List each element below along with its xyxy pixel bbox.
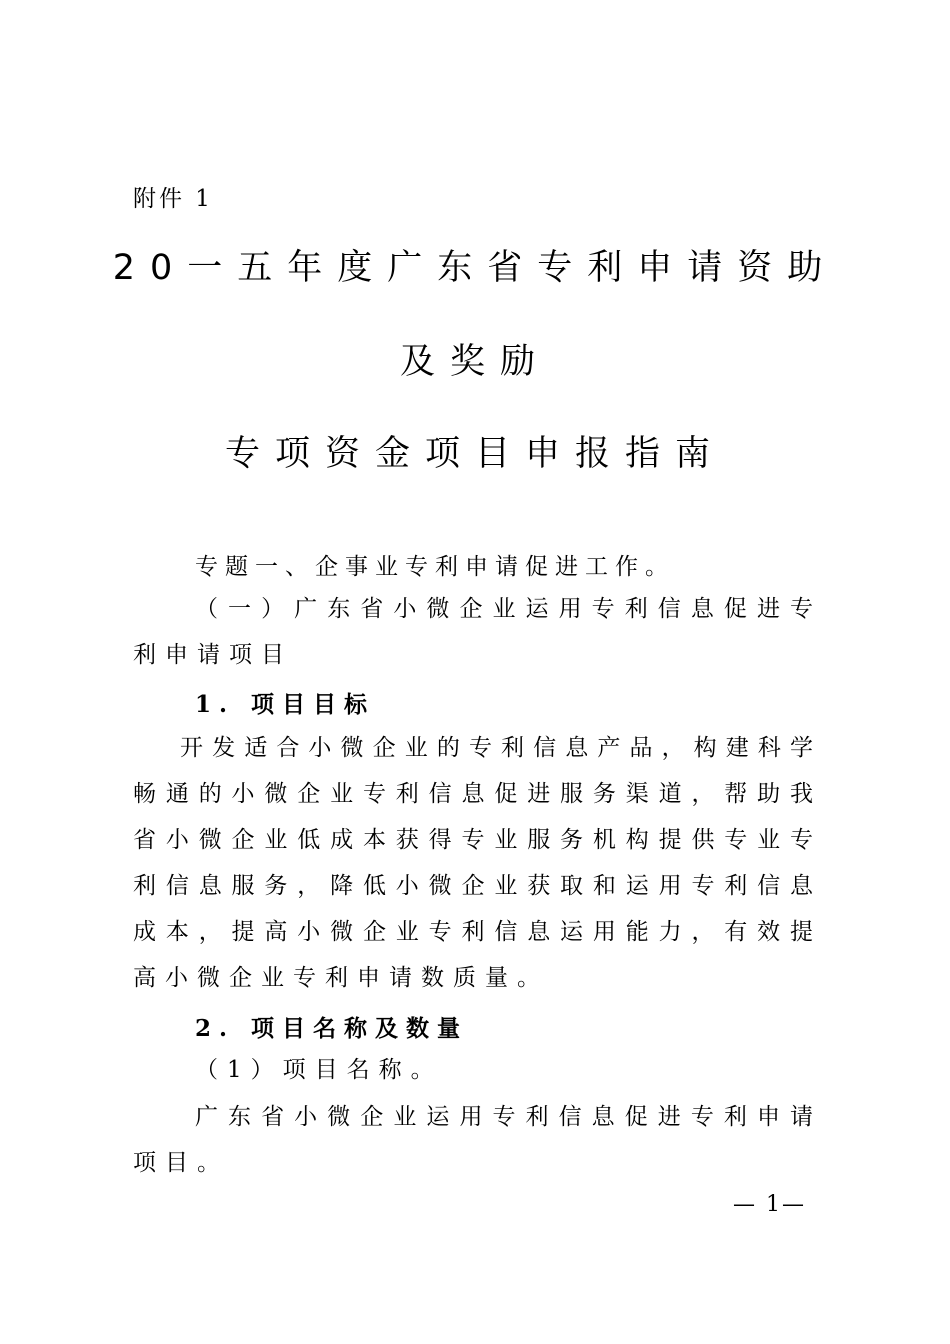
paragraph-line: 省小微企业低成本获得专业服务机构提供专业专 [133,827,813,853]
paragraph-line: 利信息服务，降低小微企业获取和运用专利信息 [133,873,813,899]
paragraph-line: 高小微企业专利申请数质量。 [133,965,549,991]
subsection-heading-line-1: （一）广东省小微企业运用专利信息促进专 [195,596,813,622]
attachment-label: 附件 1 [133,186,213,212]
section-heading: 专题一、企事业专利申请促进工作。 [195,554,675,580]
paragraph-line: 开发适合小微企业的专利信息产品，构建科学 [180,735,813,761]
document-title-line-1: 20一五年度广东省专利申请资助 [112,248,838,288]
paragraph-line: 畅通的小微企业专利信息促进服务渠道，帮助我 [133,781,813,807]
heading-project-name: 2. 项目名称及数量 [195,1015,469,1042]
heading-project-goal: 1. 项目目标 [195,691,376,718]
subsection-heading-line-2: 利申请项目 [133,642,293,668]
item-project-name: （1）项目名称。 [195,1057,443,1083]
paragraph-line: 项目。 [133,1150,229,1176]
document-title-line-2: 及奖励 [399,342,550,382]
document-title-line-3: 专项资金项目申报指南 [224,434,725,474]
paragraph-line: 成本，提高小微企业专利信息运用能力，有效提 [133,919,813,945]
paragraph-line: 广东省小微企业运用专利信息促进专利申请 [195,1104,813,1130]
page-number: — 1— [733,1192,806,1217]
